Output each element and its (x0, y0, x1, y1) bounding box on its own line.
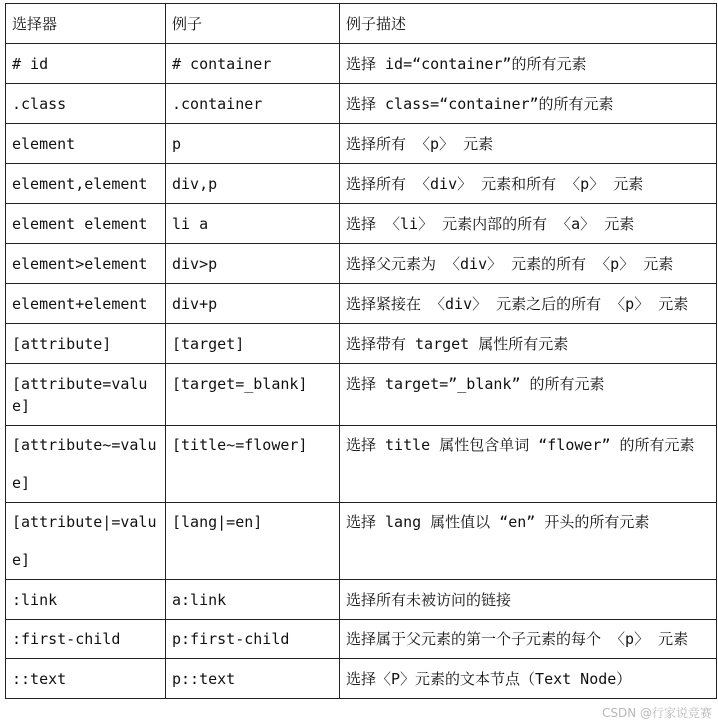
example-cell: p (166, 124, 340, 164)
description-cell: 选择属于父元素的第一个子元素的每个 〈p〉 元素 (340, 620, 717, 659)
selector-cell: element (6, 124, 166, 164)
table-row (6, 503, 717, 580)
csdn-watermark: CSDN @行家说竞赛 (601, 706, 712, 720)
table-row (6, 244, 717, 284)
description-cell: 选择 target=”_blank” 的所有元素 (340, 364, 717, 426)
selector-cell: element>element (6, 244, 166, 284)
selector-cell: [attribute|=value] (6, 503, 166, 580)
table-row (6, 204, 717, 244)
example-cell: div,p (166, 164, 340, 204)
header-cell-description: 例子描述 (340, 4, 717, 44)
description-cell: 选择所有 〈div〉 元素和所有 〈p〉 元素 (340, 164, 717, 204)
header-cell-example: 例子 (166, 4, 340, 44)
table-header-row (6, 4, 717, 44)
table-row (6, 364, 717, 426)
table-row (6, 44, 717, 84)
description-cell: 选择 class=“container”的所有元素 (340, 84, 717, 124)
table-row (6, 84, 717, 124)
example-cell: p:first-child (166, 620, 340, 659)
description-cell: 选择 id=“container”的所有元素 (340, 44, 717, 84)
table-row (6, 324, 717, 364)
selector-cell: :first-child (6, 620, 166, 659)
table-row (6, 124, 717, 164)
selector-cell: [attribute=value] (6, 364, 166, 426)
selector-cell: [attribute~=value] (6, 426, 166, 503)
css-selector-table (5, 3, 717, 699)
example-cell: li a (166, 204, 340, 244)
description-cell: 选择 title 属性包含单词 “flower” 的所有元素 (340, 426, 717, 503)
table-row (6, 284, 717, 324)
description-cell: 选择所有未被访问的链接 (340, 580, 717, 620)
example-cell: .container (166, 84, 340, 124)
example-cell: [target=_blank] (166, 364, 340, 426)
selector-cell: # id (6, 44, 166, 84)
description-cell: 选择 lang 属性值以 “en” 开头的所有元素 (340, 503, 717, 580)
example-cell: a:link (166, 580, 340, 620)
table-row (6, 164, 717, 204)
description-cell: 选择父元素为 〈div〉 元素的所有 〈p〉 元素 (340, 244, 717, 284)
selector-cell: :link (6, 580, 166, 620)
description-cell: 选择 〈li〉 元素内部的所有 〈a〉 元素 (340, 204, 717, 244)
example-cell: [lang|=en] (166, 503, 340, 580)
description-cell: 选择带有 target 属性所有元素 (340, 324, 717, 364)
description-cell: 选择紧接在 〈div〉 元素之后的所有 〈p〉 元素 (340, 284, 717, 324)
example-cell: [target] (166, 324, 340, 364)
example-cell: div>p (166, 244, 340, 284)
example-cell: # container (166, 44, 340, 84)
selector-cell: element element (6, 204, 166, 244)
selector-cell: .class (6, 84, 166, 124)
selector-cell: ::text (6, 659, 166, 699)
example-cell: [title~=flower] (166, 426, 340, 503)
selector-cell: [attribute] (6, 324, 166, 364)
example-cell: div+p (166, 284, 340, 324)
selector-cell: element+element (6, 284, 166, 324)
table-row (6, 426, 717, 503)
selector-cell: element,element (6, 164, 166, 204)
example-cell: p::text (166, 659, 340, 699)
table-row (6, 580, 717, 620)
description-cell: 选择〈P〉元素的文本节点（Text Node） (340, 659, 717, 699)
description-cell: 选择所有 〈p〉 元素 (340, 124, 717, 164)
table-row (6, 659, 717, 699)
table-row (6, 620, 717, 659)
header-cell-selector: 选择器 (6, 4, 166, 44)
